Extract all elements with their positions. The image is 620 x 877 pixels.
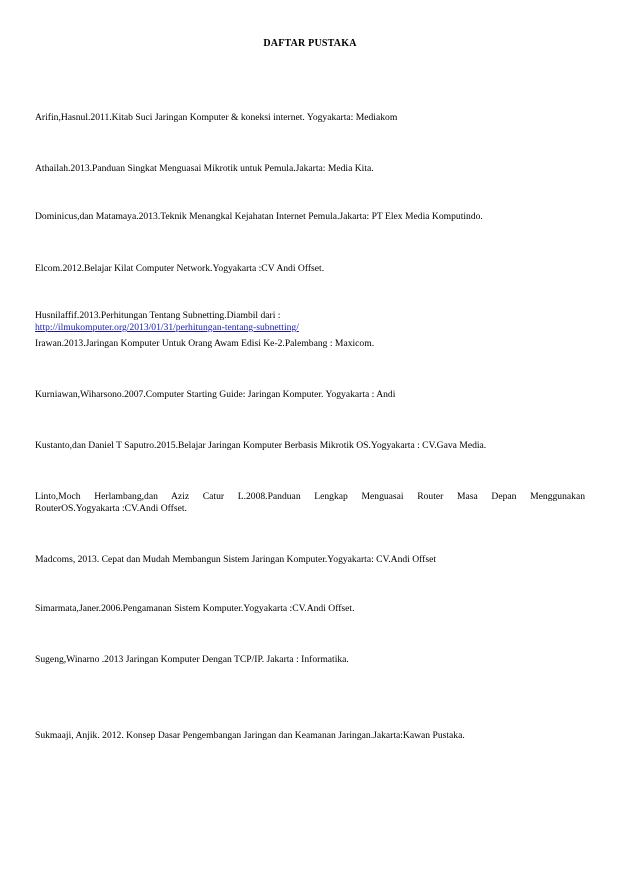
reference-text: Husnilaffif.2013.Perhitungan Tentang Subnetting.Diambil dari : <box>35 310 281 321</box>
reference-entry <box>35 491 585 515</box>
reference-entry: Sukmaaji, Anjik. 2012. Konsep Dasar Pengembangan Jaringan dan Keamanan Jaringan.Jakarta:Kawan Pustaka. <box>35 730 465 741</box>
reference-entry: Dominicus,dan Matamaya.2013.Teknik Menangkal Kejahatan Internet Pemula.Jakarta: PT Elex Media Komputindo. <box>35 211 483 222</box>
reference-entry: Irawan.2013.Jaringan Komputer Untuk Orang Awam Edisi Ke-2.Palembang : Maxicom. <box>35 338 375 349</box>
reference-entry <box>35 310 585 334</box>
reference-entry: Madcoms, 2013. Cepat dan Mudah Membangun Sistem Jaringan Komputer.Yogyakarta: CV.Andi Offset <box>35 554 437 565</box>
reference-entry: Athailah.2013.Panduan Singkat Menguasai Mikrotik untuk Pemula.Jakarta: Media Kita. <box>35 163 374 174</box>
reference-entry: Elcom.2012.Belajar Kilat Computer Network.Yogyakarta :CV Andi Offset. <box>35 263 325 274</box>
page-title: DAFTAR PUSTAKA <box>263 38 357 49</box>
reference-entry: Simarmata,Janer.2006.Pengamanan Sistem Komputer.Yogyakarta :CV.Andi Offset. <box>35 603 355 614</box>
reference-entry: Sugeng,Winarno .2013 Jaringan Komputer Dengan TCP/IP. Jakarta : Informatika. <box>35 654 349 665</box>
reference-link[interactable]: http://ilmukomputer.org/2013/01/31/perhitungan-tentang-subnetting/ <box>35 322 299 333</box>
reference-text-line: RouterOS.Yogyakarta :CV.Andi Offset. <box>35 503 187 514</box>
reference-text-line: Linto,Moch Herlambang,dan Aziz Catur L.2008.Panduan Lengkap Menguasai Router Masa Depan Menggunakan <box>35 491 585 502</box>
reference-entry: Kurniawan,Wiharsono.2007.Computer Starting Guide: Jaringan Komputer. Yogyakarta : Andi <box>35 389 396 400</box>
reference-entry: Kustanto,dan Daniel T Saputro.2015.Belajar Jaringan Komputer Berbasis Mikrotik OS.Yogyakarta : CV.Gava Media. <box>35 440 487 451</box>
reference-entry: Arifin,Hasnul.2011.Kitab Suci Jaringan Komputer & koneksi internet. Yogyakarta: Mediakom <box>35 112 398 123</box>
